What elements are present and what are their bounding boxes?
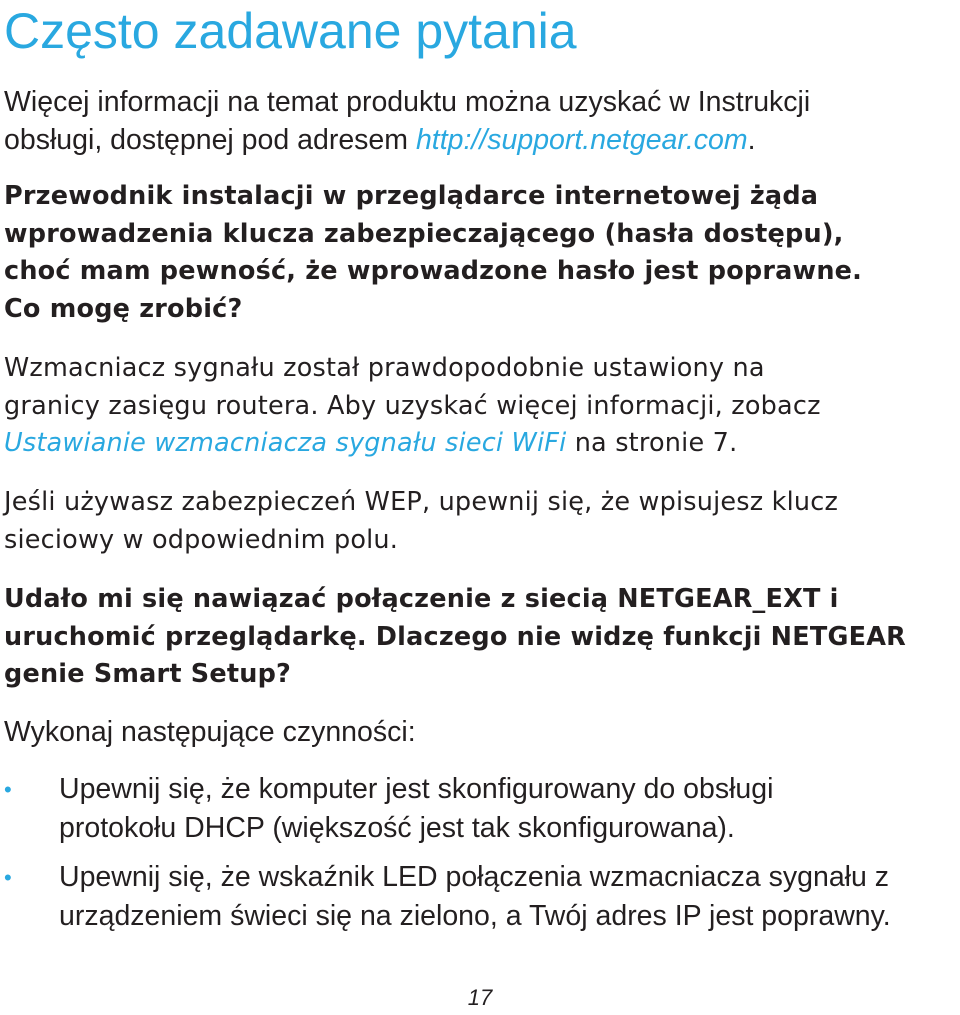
- question-1-line-3: choć mam pewność, że wprowadzone hasło jest poprawne.: [4, 256, 863, 286]
- answer-1-line-3: [4, 425, 956, 463]
- list-item-line-2: urządzeniem świeci się na zielono, a Twój adres IP jest poprawny.: [59, 900, 891, 932]
- question-1-line-2: wprowadzenia klucza zabezpieczającego (hasła dostępu),: [4, 218, 844, 249]
- question-2-line-1: Udało mi się nawiązać połączenie z siecią NETGEAR_EXT i: [4, 584, 839, 614]
- intro-line-2-text: obsługi, dostępnej pod adresem: [4, 123, 416, 156]
- question-1-line-4: Co mogę zrobić?: [4, 293, 243, 324]
- question-2: [4, 581, 956, 694]
- intro-line-1: Więcej informacji na temat produktu można uzyskać w Instrukcji: [4, 86, 811, 118]
- steps-list: [4, 770, 956, 946]
- answer-1-line-2: granicy zasięgu routera. Aby uzyskać więcej informacji, zobacz: [4, 390, 821, 421]
- list-item: [4, 770, 956, 848]
- answer-1-line-3-text: na stronie 7.: [566, 428, 738, 458]
- list-item: [4, 858, 956, 936]
- answer-2-intro: Wykonaj następujące czynności:: [4, 716, 416, 748]
- intro-paragraph: [4, 84, 956, 159]
- list-item-line-1: Upewnij się, że wskaźnik LED połączenia wzmacniacza sygnału z: [59, 861, 890, 893]
- answer-1b-line-2: sieciowy w odpowiednim polu.: [4, 524, 399, 555]
- intro-line-2-end: .: [747, 123, 756, 156]
- answer-1b-line-1: Jeśli używasz zabezpieczeń WEP, upewnij się, że wpisujesz klucz: [4, 487, 839, 517]
- bullet-icon: •: [4, 777, 12, 802]
- answer-1: [4, 350, 956, 463]
- bullet-icon: •: [4, 865, 12, 890]
- question-1-line-1: Przewodnik instalacji w przeglądarce internetowej żąda: [4, 181, 819, 211]
- answer-1-line-1: Wzmacniacz sygnału został prawdopodobnie ustawiony na: [4, 353, 765, 383]
- support-link[interactable]: http://support.netgear.com: [415, 123, 748, 156]
- intro-line-2: [4, 122, 956, 160]
- question-2-line-2: uruchomić przeglądarkę. Dlaczego nie widzę funkcji NETGEAR: [4, 621, 906, 652]
- answer-1b: [4, 484, 956, 559]
- page-number: 17: [467, 985, 493, 1010]
- question-1: [4, 178, 956, 328]
- signal-booster-setup-link[interactable]: Ustawianie wzmacniacza sygnału sieci WiFi: [4, 428, 567, 458]
- page-title: Często zadawane pytania: [4, 3, 577, 59]
- list-item-line-1: Upewnij się, że komputer jest skonfigurowany do obsługi: [59, 773, 774, 805]
- list-item-line-2: protokołu DHCP (większość jest tak skonfigurowana).: [59, 812, 735, 844]
- question-2-line-3: genie Smart Setup?: [4, 659, 292, 689]
